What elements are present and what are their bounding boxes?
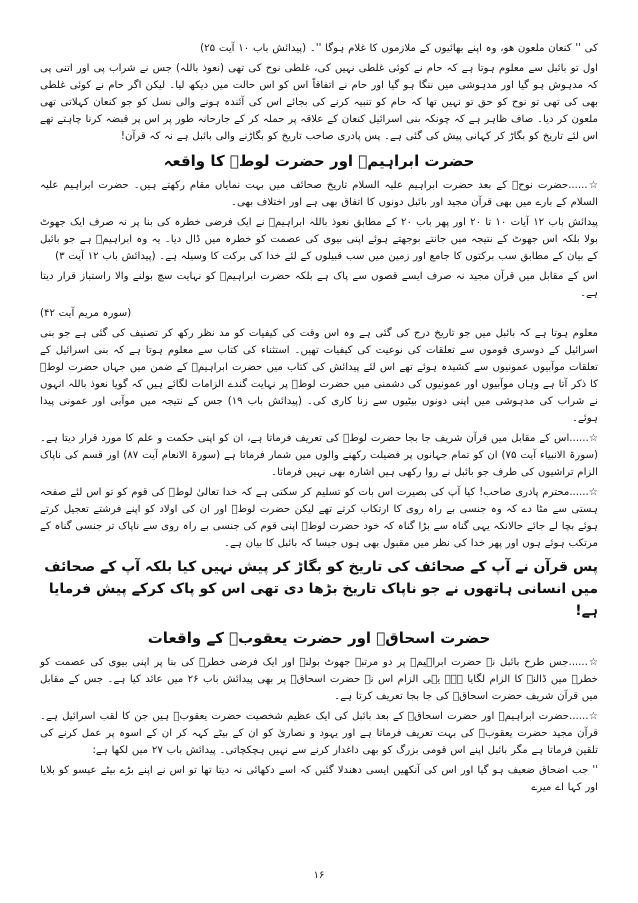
paragraph: ☆......حضرت ابراہیمؑ اور حضرت اسحاقؑ کے بعد بائبل کی ایک عظیم شخصیت حضرت یعقوبؑ ہیں جن کا لقب اسرائیل ہے۔ قرآن مجید حضرت یعقوبؑ کی بہت تعریف فرماتا ہے اور یہود و نصاریٰ کو ان کے بیٹے کہہ کر ان کے اسوہ پر عمل کرنے کی تلقین فرماتا ہے مگر بائبل اپنے اس قومی بزرگ کو بھی داغدار کرنے سے نہیں ہچکچاتی۔ پیدائش باب ۲۷ میں لکھا ہے: <box>40 711 598 756</box>
section-heading: حضرت ابراہیمؑ اور حضرت لوطؑ کا واقعہ <box>163 152 475 170</box>
paragraph: معلوم ہوتا ہے کہ بائبل میں جو تاریخ درج کی گئی ہے وہ اس وقت کی کیفیات کو مد نظر رکھ کر تصنیف کی گئی ہے جو بنی اسرائیل کے دوسری قوموں سے تعلقات کی نوعیت کی کیفیات تھیں۔ استثناء کی کتاب سے معلوم ہوتا ہے کہ بنی اسرائیل کے تعلقات موآبیوں عمونیوں سے کشیدہ ہوئے تھے اس لئے پیدائش کی کتاب میں حضرت ابراہیمؑ کے ضمن میں جہاں حضرت لوطؑ کا ذکر آتا ہے وہاں موآبیوں اور عمونیوں کی دشمنی میں حضرت لوطؑ پر نہایت گندے الزامات لگائے ہیں کہ گویا نعوذ باللہ انہوں نے شراب کی مدہوشی میں اپنی دونوں بیٹیوں سے زنا کاری کی۔ (پیدائش باب ۱۹) جس کے نتیجہ میں موآبی اور عمونی پیدا ہوئے۔ <box>40 328 599 424</box>
paragraph: '' جب اضحاق ضعیف ہو گیا اور اس کی آنکھیں ایسی دھندلا گئیں کہ اسے دکھائی نہ دیتا تھا تو اس نے اپنے بڑے بیٹے عیسو کو بلایا اور کہا اے میرے <box>40 765 598 793</box>
paragraph: ☆......جس طرح بائبل نے حضرت ابراہیمؑ پر دو مرتبہ جھوٹ بولنے اور ایک فرضی خطرہ کی بنا پر اپنی بیوی کی عصمت کو خطرہ میں ڈالنے کا الزام لگایا ہے۔ یہی الزام اس نے حضرت اسحاقؑ پر بھی پیدائش باب ۲۶ میں عائد کیا ہے۔ جس کے مقابل میں قرآن شریف حضرت اسحاقؑ کی جا بجا تعریف کرتا ہے۔ <box>40 657 598 702</box>
paragraph: پیدائش باب ۱۲ آیات ۱۰ تا ۲۰ اور پھر باب ۲۰ کے مطابق نعوذ باللہ ابراہیمؑ نے ایک فرضی خطرہ کی بنا پر نہ صرف ایک جھوٹ بولا بلکہ اس جھوٹ کے نتیجہ میں جانتے بوجھتے ہوئے اپنی بیوی کی عصمت کو خطرہ میں ڈال دیا۔ یہ وہ ابراہیمؑ ہے جو بائبل کے بیان کے مطابق سب برکتوں کا جامع اور زمین میں سب قبیلوں کے لئے خدا کی برکت کا وسیلہ ہے۔ (پیدائش باب ۱۲ آیت ۳) <box>40 217 599 262</box>
paragraph: اس کے مقابل میں قرآن مجید نہ صرف ایسے قصوں سے پاک ہے بلکہ حضرت ابراہیمؑ کو نہایت سچ بولنے والا راستباز قرار دیتا ہے۔ <box>40 271 598 299</box>
paragraph: ☆......محترم پادری صاحب! کیا آپ کی بصیرت اس بات کو تسلیم کر سکتی ہے کہ خدا تعالیٰ لوطؑ کی قوم کو تو اس لئے صفحہ ہستی سے مٹا دے کہ وہ جنسی بے راہ روی کا ارتکاب کرتے تھے لیکن حضرت لوطؑ اور ان کی اولاد کو اپنے فرشتے تعجیل کرتے ہوئے بچا لے جائے حالانکہ یہی گناہ سے بڑا گناہ کہ خود حضرت لوطؑ اپنی قوم کی جنسی بے راہ روی سے ناپاک تر جنسی گناہ کے مرتکب ہوئے ہوں اور پھر خدا کی نظر میں مقبول بھی ہوں جیسا کہ بائبل کا بیان ہے۔ <box>40 487 598 549</box>
page-number: ۱۶ <box>313 870 325 881</box>
paragraph: ☆......حضرت نوحؑ کے بعد حضرت ابراہیم علیہ السلام تاریخ صحائف میں بہت نمایاں مقام رکھتے ہیں۔ حضرت ابراہیم علیہ السلام کے بارے میں بھی قرآن مجید اور بائبل دونوں کا اتفاق بھی ہے اور اختلاف بھی۔ <box>40 180 598 208</box>
paragraph: ☆......اس کے مقابل میں قرآن شریف جا بجا حضرت لوطؑ کی تعریف فرماتا ہے، ان کو اپنی حکمت و علم کا مورد قرار دیتا ہے۔ (سورۃ الانبیاء آیت ۷۵) ان کو تمام جہانوں پر فضیلت رکھنے والوں میں شمار فرماتا ہے (سورۃ الانعام آیت ۸۷) اور قسم کی ناپاک الزام تراشیوں کی طرف جو بائبل نے روا رکھی ہیں اشارہ بھی نہیں فرماتا۔ <box>40 433 598 478</box>
bottom-section <box>40 654 598 796</box>
paragraph: کی '' کنعان ملعون ھو، وہ اپنے بھائیوں کے ملازموں کا غلام ہوگا ''۔ (پیدائش باب ۱۰ آیت ۲۵) <box>200 43 598 54</box>
section-heading: حضرت اسحاقؑ اور حضرت یعقوبؑ کے واقعات <box>147 629 491 647</box>
middle-section <box>40 177 598 552</box>
verse-reference: (سورہ مریم آیت ۴۲) <box>40 308 132 319</box>
highlighted-statement: پس قرآن نے آپ کے صحائف کی تاریخ کو بگاڑ کر پیش نہیں کیا بلکہ آپ کے صحائف میں انسانی ہاتھوں نے جو ناپاک تاریخ بڑھا دی تھی اس کو پاک کرکے پیش فرمایا ہے! <box>44 559 598 619</box>
paragraph: اول تو بائبل سے معلوم ہوتا ہے کہ حام نے کوئی غلطی نہیں کی، غلطی نوح کی تھی (نعوذ باللہ) جس نے شراب پی اور اتنی پی کہ مدہوش ہو گیا اور مدہوشی میں ننگا ہو گیا اور حام نے اتفاقاً اس کو اس حالت میں دیکھ لیا۔ لیکن اگر حام نے کوئی غلطی بھی کی تھی تو نوح کو حق تو نہیں تھا کہ حام کو تنبیہ کرنے کی بجائے اس کی آئندہ ہونے والی نسل کو جو کنعان کہلاتی تھی ملعون کر دیا۔ صاف ظاہر ہے کہ چونکہ بنی اسرائیل کنعان کے علاقہ پر حملہ کر کے جارحانہ طور پر اس پر قبضہ کرنا چاہتے تھے اس لئے تاریخ کو بگاڑ کر کہانی پیش کی گئی ہے۔ پس پادری صاحب تاریخ کو بگاڑنے والی بائبل ہے نہ کہ قرآن! <box>40 63 598 142</box>
top-section <box>40 40 598 145</box>
